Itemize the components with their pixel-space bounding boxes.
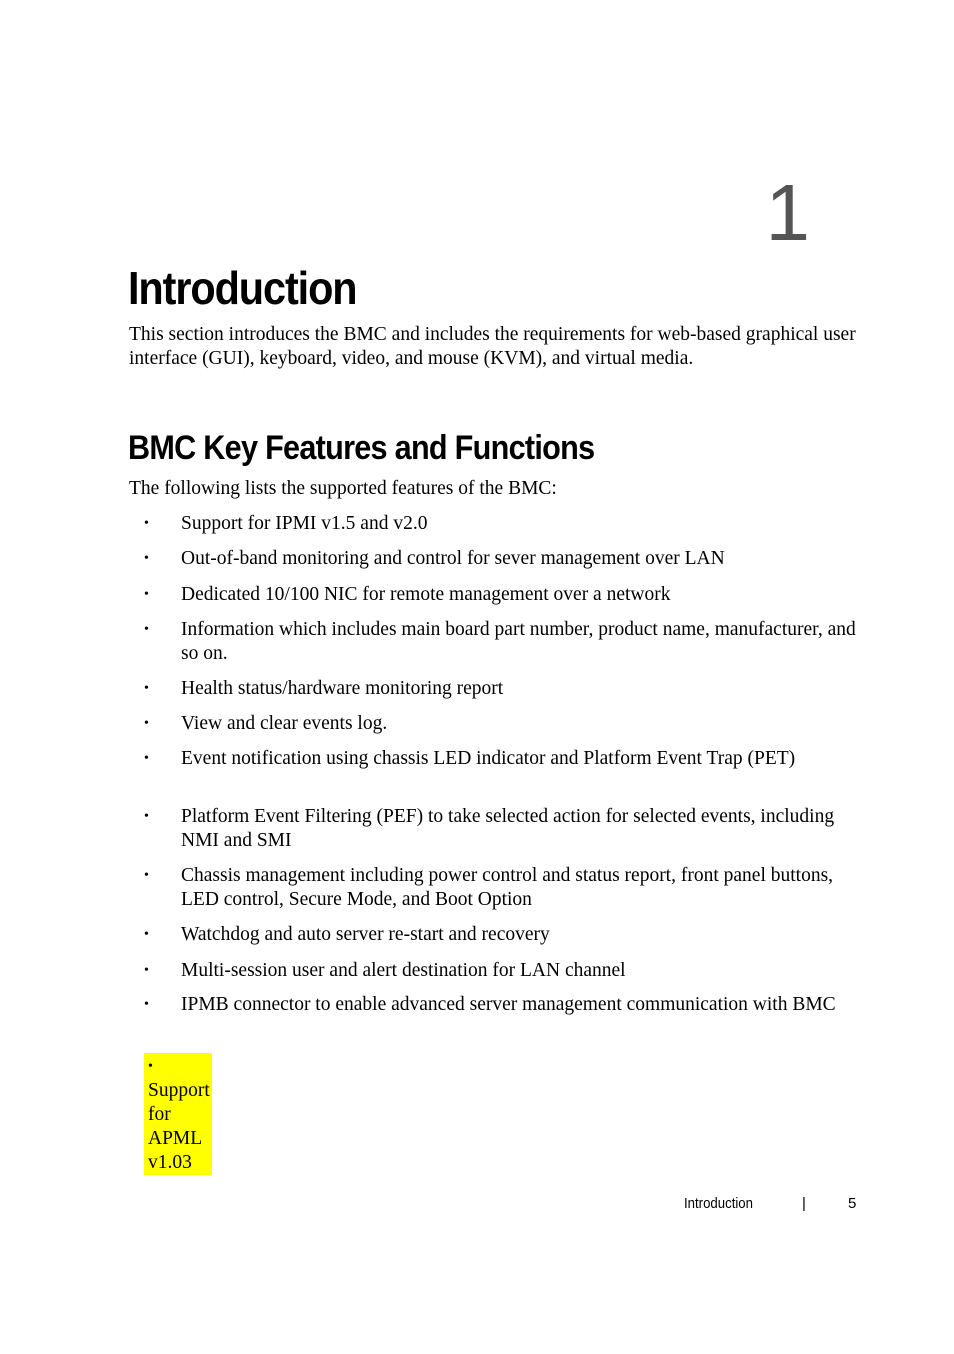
chapter-title: Introduction	[128, 262, 357, 314]
bullet-icon: •	[144, 809, 149, 824]
bullet-icon: •	[144, 516, 149, 531]
feature-text: Support for APML v1.03	[148, 1080, 210, 1173]
feature-text: Dedicated 10/100 NIC for remote management over a network	[181, 584, 671, 605]
feature-item-pef	[140, 805, 860, 853]
bullet-icon: •	[144, 997, 149, 1012]
feature-item-event-notification	[140, 747, 860, 771]
feature-text: Health status/hardware monitoring report	[181, 678, 504, 699]
bullet-icon: •	[144, 587, 149, 602]
feature-text: Multi-session user and alert destination for LAN channel	[181, 960, 626, 981]
bullet-icon: •	[144, 622, 149, 637]
feature-lead-in: The following lists the supported features of the BMC:	[129, 478, 557, 499]
bullet-icon: •	[148, 1059, 153, 1074]
intro-paragraph: This section introduces the BMC and includes the requirements for web-based graphical user interface (GUI), keyboard, video, and mouse (KVM), and virtual media.	[129, 324, 856, 369]
feature-item-chassis-management	[140, 864, 860, 912]
feature-text: Support for IPMI v1.5 and v2.0	[181, 513, 428, 534]
feature-text: Platform Event Filtering (PEF) to take selected action for selected events, including NMI and SMI	[181, 806, 835, 851]
bullet-icon: •	[144, 927, 149, 942]
highlight-mark	[144, 1053, 212, 1175]
page-footer	[0, 1193, 954, 1217]
feature-item-out-of-band	[140, 547, 860, 571]
bullet-icon: •	[144, 963, 149, 978]
feature-text: Information which includes main board part number, product name, manufacturer, and so on.	[181, 619, 856, 664]
chapter-number: 1	[765, 168, 810, 257]
feature-text: View and clear events log.	[181, 713, 388, 734]
feature-item-ipmb	[140, 993, 860, 1017]
section-heading: BMC Key Features and Functions	[128, 429, 595, 467]
feature-text: Event notification using chassis LED indicator and Platform Event Trap (PET)	[181, 748, 796, 769]
bullet-icon: •	[144, 551, 149, 566]
bullet-icon: •	[144, 681, 149, 696]
feature-text: Out-of-band monitoring and control for sever management over LAN	[181, 548, 725, 569]
footer-section-name: Introduction	[684, 1195, 753, 1212]
bullet-icon: •	[144, 868, 149, 883]
bullet-icon: •	[144, 751, 149, 766]
feature-item-health-status	[140, 677, 860, 701]
bullet-icon: •	[144, 716, 149, 731]
feature-item-information	[140, 618, 860, 666]
feature-item-apml-highlighted	[140, 1053, 208, 1175]
feature-item-multi-session	[140, 959, 860, 983]
feature-text: Chassis management including power control and status report, front panel buttons, LED control, Secure Mode, and Boot Option	[181, 865, 834, 910]
feature-item-events-log	[140, 712, 860, 736]
footer-separator: |	[802, 1195, 806, 1212]
feature-item-watchdog	[140, 923, 860, 947]
feature-item-ipmi	[140, 512, 860, 536]
footer-page-number: 5	[848, 1195, 857, 1212]
feature-text: Watchdog and auto server re-start and recovery	[181, 924, 550, 945]
feature-item-nic	[140, 583, 860, 607]
feature-text: IPMB connector to enable advanced server management communication with BMC	[181, 994, 836, 1015]
